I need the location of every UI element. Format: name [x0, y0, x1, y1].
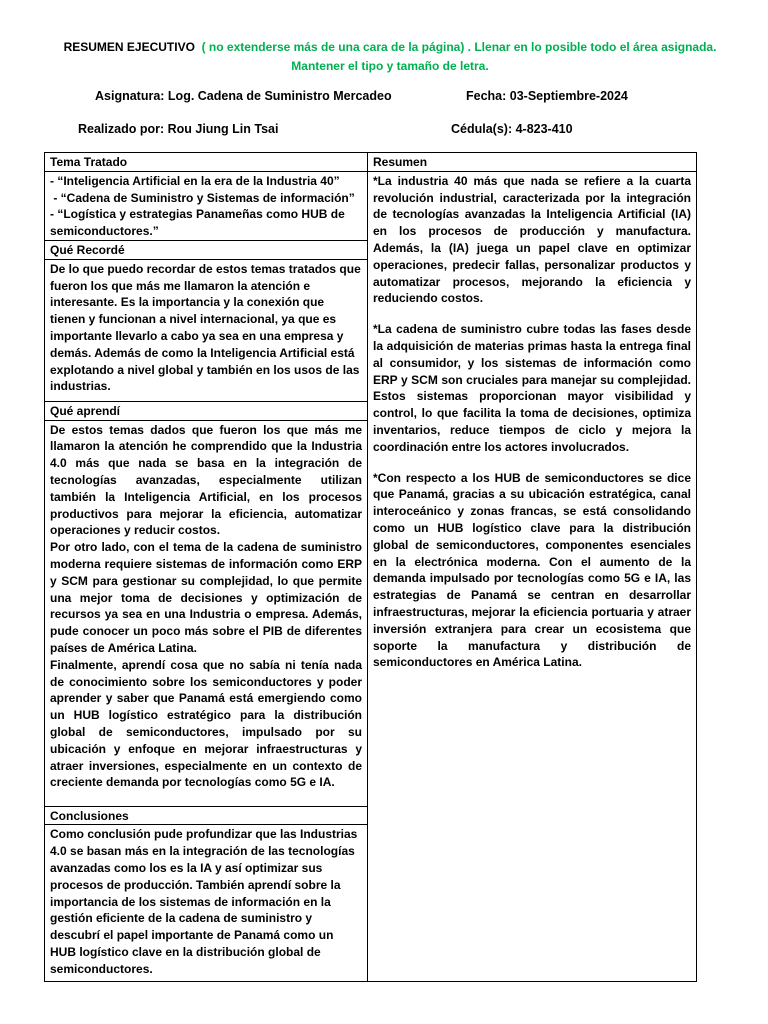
- title-main: RESUMEN EJECUTIVO: [63, 40, 195, 54]
- section-title-conclusiones: Conclusiones: [45, 806, 368, 825]
- tema-item: - “Cadena de Suministro y Sistemas de información”: [50, 190, 355, 205]
- document-title: [40, 38, 740, 76]
- subject-field: Asignatura: Log. Cadena de Suministro Mercadeo: [95, 89, 392, 103]
- aprendi-paragraph: De estos temas dados que fueron los que más me llamaron la atención he comprendido que la Industria 4.0 más que nada se basa en la integración de tecnologías avanzadas, especialmente utilizan también la Inteligencia Artificial, en los procesos productivos para mejorar la eficiencia, automatizar operaciones y reducir costos.: [50, 422, 362, 538]
- date-field: Fecha: 03-Septiembre-2024: [466, 89, 628, 103]
- aprendi-paragraph: Por otro lado, con el tema de la cadena de suministro moderna requiere sistemas de información como ERP y SCM para gestionar su complejidad, lo que permite una mejor toma de decisiones y optimización de recursos ya sea en una Industria o empresa. Además, pude conocer un poco más sobre el PIB de diferentes países de América Latina.: [50, 540, 362, 655]
- tema-cell: [45, 171, 368, 240]
- resumen-cell: [368, 171, 697, 982]
- summary-table: [44, 152, 697, 982]
- author-field: Realizado por: Rou Jiung Lin Tsai: [78, 122, 279, 136]
- tema-item: - “Inteligencia Artificial en la era de la Industria 40”: [50, 173, 340, 188]
- section-title-aprendi: Qué aprendí: [45, 401, 368, 420]
- resumen-paragraph: *La cadena de suministro cubre todas las fases desde la adquisición de materias primas hasta la entrega final al consumidor, y los sistemas de información como ERP y SCM son cruciales para manejar su complejidad. Estos sistemas proporcionan mayor visibilidad y control, lo que facilita la toma de decisiones, optimiza inventarios, reduce tiempos de ciclo y mejora la coordinación entre los actores involucrados.: [373, 322, 691, 454]
- title-instructions: ( no extenderse más de una cara de la página) . Llenar en lo posible todo el área asignada. Mantener el tipo y tamaño de letra.: [201, 40, 717, 73]
- recorde-text: De lo que puedo recordar de estos temas tratados que fueron los que más me llamaron la atención e interesante. Es la importancia y la conexión que tienen y funcionan a nivel internacional, ya que es importante llevarlo a cabo ya sea en una empresa y demás. Además de como la Inteligencia Artificial está explotando a nivel global y también en los usos de las industrias.: [45, 259, 368, 401]
- section-title-recorde: Qué Recordé: [45, 240, 368, 259]
- resumen-paragraph: *Con respecto a los HUB de semiconductores se dice que Panamá, gracias a su ubicación estratégica, canal interoceánico y zonas francas, se está consolidando como un HUB logístico clave para la distribución global de semiconductores, componentes esenciales en la electrónica moderna. Con el aumento de la demanda impulsado por tecnologías como 5G e IA, las estrategias de Panamá se centran en desarrollar infraestructuras, mejorar la eficiencia portuaria y atraer inversión extranjera para crear un ecosistema que soporte la manufactura y distribución de semiconductores en América Latina.: [373, 470, 691, 670]
- header-resumen: Resumen: [368, 153, 697, 172]
- header-tema: Tema Tratado: [45, 153, 368, 172]
- resumen-paragraph: *La industria 40 más que nada se refiere a la cuarta revolución industrial, caracterizada por la integración de tecnologías avanzadas la Inteligencia Artificial (IA) en los procesos de producción y manufactura. Además, la (IA) juega un papel clave en optimizar operaciones, predecir fallas, personalizar productos y automatizar procesos, mejorando la eficiencia y reduciendo costos.: [373, 173, 691, 306]
- tema-item: - “Logística y estrategias Panameñas como HUB de semiconductores.”: [50, 207, 345, 239]
- aprendi-paragraph: Finalmente, aprendí cosa que no sabía ni tenía nada de conocimiento sobre los semiconductores y poder aprender y saber que Panamá está emergiendo como un HUB logístico estratégico para la distribución global de semiconductores, impulsado por su ubicación y enfoque en mejorar infraestructuras y atraer inversiones, especialmente en un contexto de creciente demanda por tecnologías como 5G e IA.: [50, 657, 362, 790]
- aprendi-cell: [45, 420, 368, 806]
- conclusiones-text: Como conclusión pude profundizar que las Industrias 4.0 se basan más en la integración de las tecnologías avanzadas como los es la IA y así optimizar sus procesos de producción. También aprendí sobre la importancia de los sistemas de información en la gestión eficiente de la cadena de suministro y descubrí el papel importante de Panamá como un HUB logístico clave en la distribución global de semiconductores.: [45, 825, 368, 982]
- id-field: Cédula(s): 4-823-410: [451, 122, 573, 136]
